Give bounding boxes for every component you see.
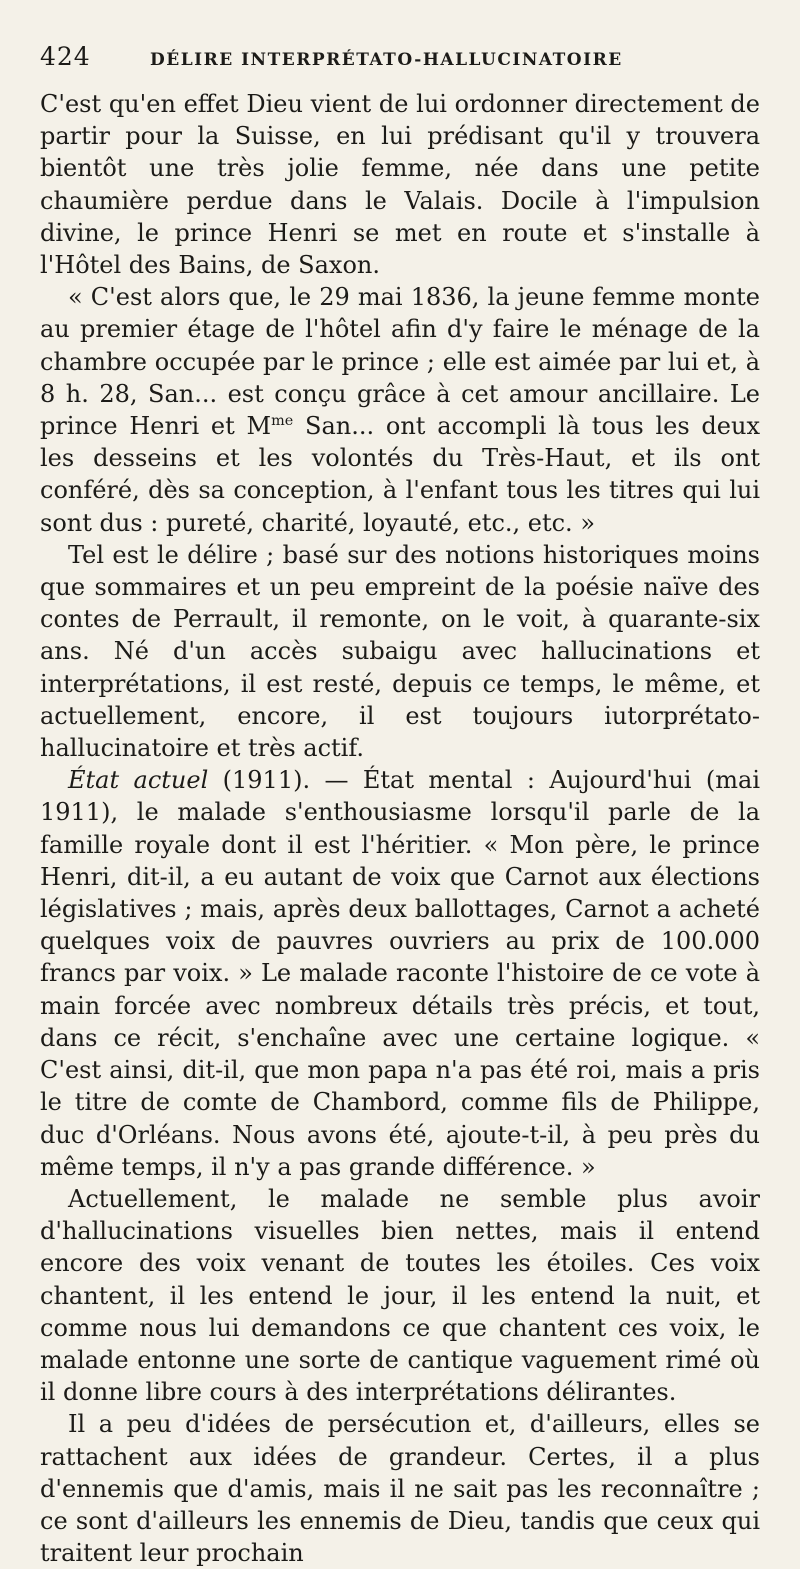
paragraph-3: Tel est le délire ; basé sur des notions historiques moins que sommaires et un peu empreint de la poésie naïve des contes de Perrault, il remonte, on le voit, à quarante-six ans. Né d'un accès subaigu avec hallucinations et interprétations, il est resté, depuis ce temps, le même, et actuellement, encore, il est toujours iutorprétato-hallucinatoire et très actif. [40,540,760,763]
paragraph-2 [40,281,760,539]
paragraph-2-text-b: San... ont accompli là tous les deux les desseins et les volontés du Très-Haut, et ils ont conféré, dès sa conception, à l'enfant tous les titres qui lui sont dus : pureté, charité, loyauté, etc., etc. » [40,412,760,537]
paragraph-1: C'est qu'en effet Dieu vient de lui ordonner directement de partir pour la Suisse, en lui prédisant qu'il y trouvera bientôt une très jolie femme, née dans une petite chaumière perdue dans le Valais. Docile à l'impulsion divine, le prince Henri se met en route et s'installe à l'Hôtel des Bains, de Saxon. [40,90,760,280]
page-number: 424 [40,42,91,71]
superscript-me: me [271,413,294,430]
page-header [40,42,760,86]
paragraph-4 [40,764,760,1183]
running-title: DÉLIRE INTERPRÉTATO-HALLUCINATOIRE [150,50,623,70]
paragraph-6: Il a peu d'idées de persécution et, d'ailleurs, elles se rattachent aux idées de grandeur. Certes, il a plus d'ennemis que d'amis, mais il ne sait pas les reconnaître ; ce sont d'ailleurs les ennemis de Dieu, tandis que ceux qui traitent leur prochain [40,1410,760,1568]
paragraph-5: Actuellement, le malade ne semble plus avoir d'hallucinations visuelles bien nettes, mais il entend encore des voix venant de toutes les étoiles. Ces voix chantent, il les entend le jour, il les entend la nuit, et comme nous lui demandons ce que chantent ces voix, le malade entonne une sorte de cantique vaguement rimé où il donne libre cours à des interprétations délirantes. [40,1184,760,1407]
section-lead-etat-actuel: État actuel [68,766,209,795]
paragraph-2-text-a: « C'est alors que, le 29 mai 1836, la jeune femme monte au premier étage de l'hôtel afin d'y faire le ménage de la chambre occupée par le prince ; elle est aimée par lui et, à 8 h. 28, San... est conçu grâce à cet amour ancillaire. Le prince Henri et M [40,283,760,441]
body-text [40,88,760,1569]
paragraph-4-text: (1911). — État mental : Aujourd'hui (mai 1911), le malade s'enthousiasme lorsqu'il parle de la famille royale dont il est l'héritier. « Mon père, le prince Henri, dit-il, a eu autant de voix que Carnot aux élections législatives ; mais, après deux ballottages, Carnot a acheté quelques voix de pauvres ouvriers au prix de 100.000 francs par voix. » Le malade raconte l'histoire de ce vote à main forcée avec nombreux détails très précis, et tout, dans ce récit, s'enchaîne avec une certaine logique. « C'est ainsi, dit-il, que mon papa n'a pas été roi, mais a pris le titre de comte de Chambord, comme fils de Philippe, duc d'Orléans. Nous avons été, ajoute-t-il, à peu près du même temps, il n'y a pas grande différence. » [40,766,760,1181]
